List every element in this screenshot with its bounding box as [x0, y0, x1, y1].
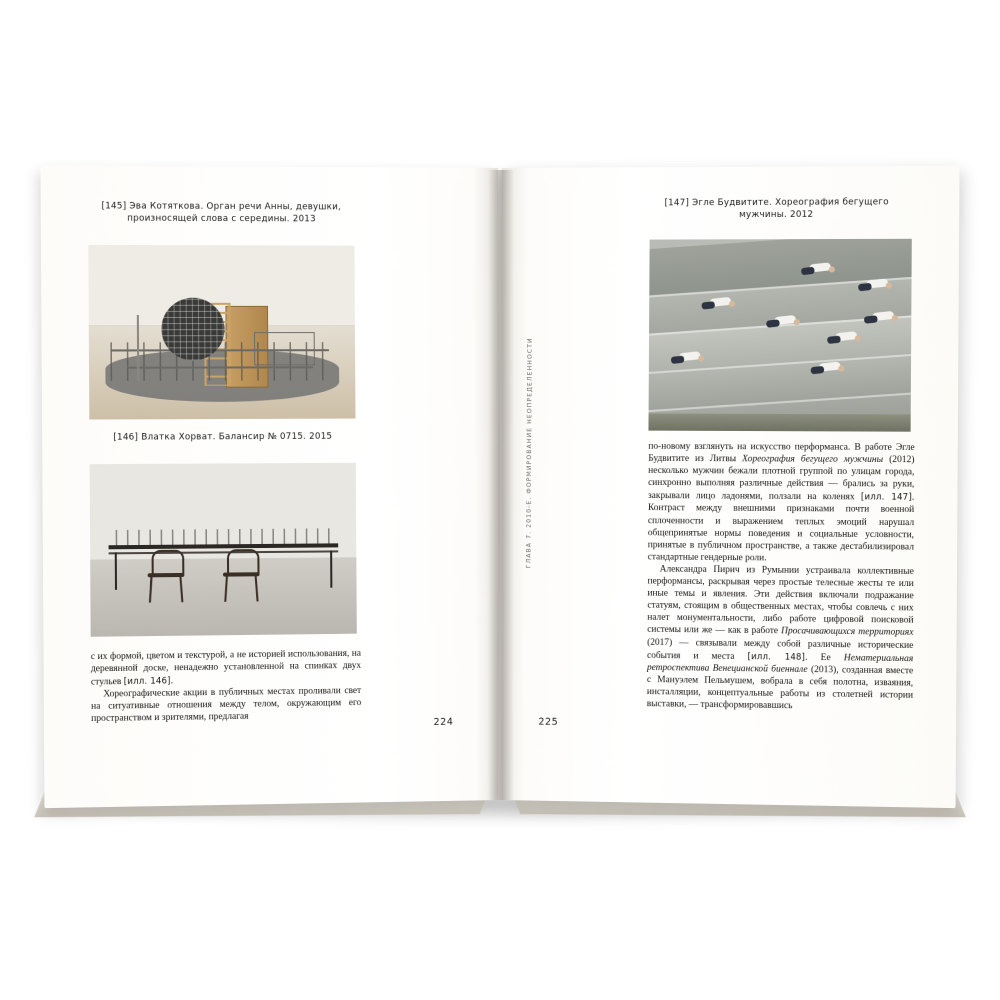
text-run: (2012) несколько мужчин бежали плотной группой по улицам города, синхронно выполняя различные действия — брались за руки, закрывали лицо ладонями, ползали на коленях — [648, 455, 915, 503]
left-body-paragraph-1: с их формой, цветом и текстурой, а не историей использования, на деревянной доске, ненадежно установленной на спинках двух стульев — [90, 648, 362, 688]
work-title: Просачивающихся территориях — [781, 626, 914, 639]
left-body-paragraph-1-tail: . — [170, 676, 174, 687]
left-page-body — [91, 648, 362, 726]
work-title: Хореография бегущего мужчины — [742, 454, 884, 466]
caption-figure-145: [145] Эва Котяткова. Орган речи Анны, девушки, произносящей слова с середины. 2013 — [101, 201, 342, 225]
figure-146-image — [90, 463, 357, 637]
left-page — [40, 165, 501, 808]
illustration-ref: [илл. 148] — [747, 650, 806, 662]
text-run: . Контраст между внешними признаками почти военной сплоченности и выражением теплых эмоций нарушал общепринятые нормы поведения и социальные условности, принятые в публичном пространстве, а также дестабилизировал стандартные гендерные роли. — [647, 493, 915, 564]
illustration-ref: [илл. 147] — [860, 491, 912, 503]
right-body-paragraph — [647, 563, 914, 714]
caption-figure-146: [146] Влатка Хорват. Балансир № 0715. 2015 — [113, 431, 333, 443]
left-page-folio: 224 — [433, 716, 454, 729]
open-book — [48, 168, 952, 808]
text-run: по-новому взглянуть на искусство перформанса. В работе Эгле Будвитите из Литвы — [648, 441, 915, 465]
text-run: Александра Пирич из Румынии устраивала коллективные перформансы, раскрывая через простые телесные жесты те или иные темы и явления. Эти действия включали подражание статуям, стоящим в общественных местах, чтобы совлечь с них налет монументальности, либо работе цифровой поисковой системы или же — как в работе — [647, 564, 914, 637]
right-page-body — [647, 441, 915, 714]
figure-145-image — [88, 245, 355, 420]
text-run: . Ее — [805, 652, 844, 663]
figure-147-image — [648, 239, 911, 432]
right-page — [498, 165, 959, 808]
work-title: Нематериальная ретроспектива Венецианской биеннале — [646, 652, 914, 675]
illustration-ref-146: [илл. 146] — [123, 675, 171, 687]
text-run: (2017) — связывали между собой различные исторические события и места — [647, 637, 914, 662]
left-body-paragraph-2: Хореографические акции в публичных местах проливали свет на ситуативные отношения между телом, окружающим его пространством и зрителями, предлагая — [91, 686, 362, 725]
right-page-folio: 225 — [538, 716, 559, 728]
caption-figure-147: [147] Эгле Будвитите. Хореография бегущего мужчины. 2012 — [664, 197, 889, 221]
text-run: (2013), созданная вместе с Мануэлем Пельмушем, вобрала в себя полотна, изваяния, инсталляции, концептуальные работы из столетней истории выставки, — трансформировавшись — [646, 664, 914, 712]
right-body-paragraph — [648, 441, 915, 566]
running-head: ГЛАВА 7. 2010-Е. ФОРМИРОВАНИЕ НЕОПРЕДЕЛЕННОСТИ — [525, 337, 534, 569]
